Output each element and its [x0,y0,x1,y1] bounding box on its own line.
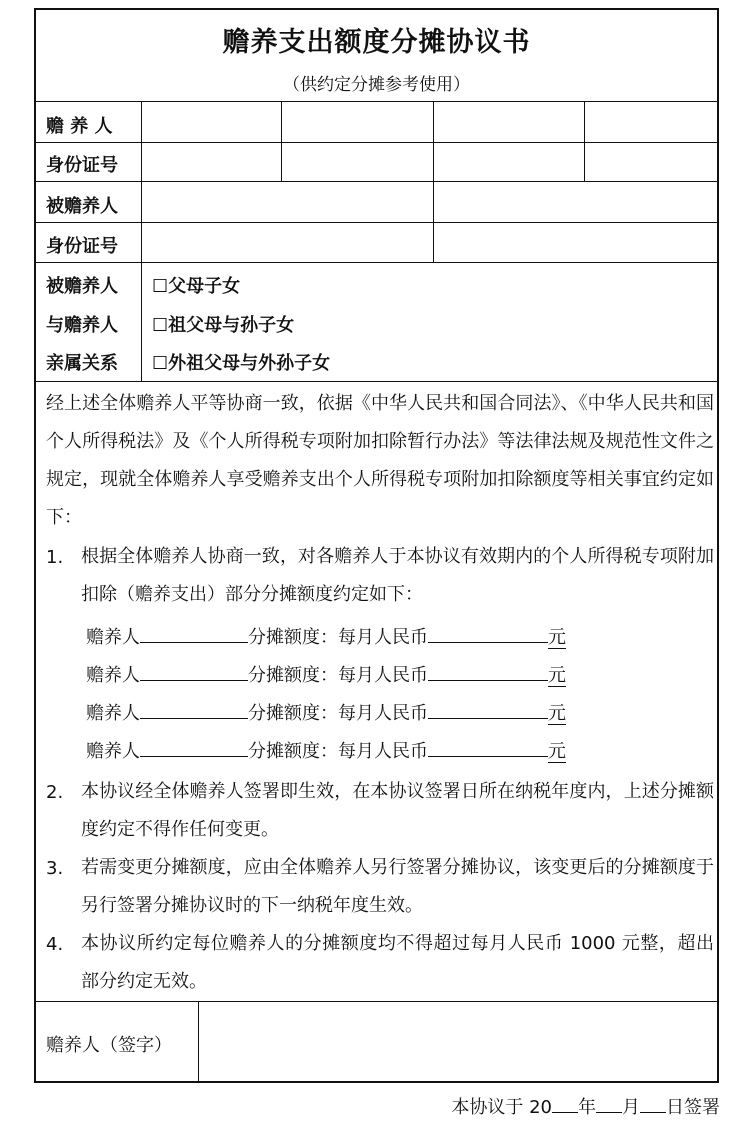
supporter-3-id-field[interactable] [435,144,583,180]
allocation-person-label: 赡养人 [86,741,140,762]
day-label: 日签署 [666,1097,720,1118]
allocation-amount-label: 分摊额度：每月人民币 [248,741,428,762]
allocation-row [86,623,566,649]
supported-label: 被赡养人 [46,196,118,217]
divider [36,222,717,223]
divider [36,101,717,102]
year-blank[interactable] [552,1096,578,1113]
allocation-amount-blank[interactable] [428,662,548,681]
agreement-form [34,8,719,1083]
supporter-2-id-field[interactable] [283,144,432,180]
allocation-amount-blank[interactable] [428,738,548,757]
divider [141,262,142,381]
divider [584,101,585,181]
month-label: 月 [622,1097,640,1118]
supporter-id-label: 身份证号 [46,155,118,176]
allocation-unit: 元 [548,627,566,648]
supporter-1-name-field[interactable] [143,103,280,141]
divider [141,101,142,181]
clause-4-text: 本协议所约定每位赡养人的分摊额度均不得超过每月人民币 1000 元整，超出部分约定无效。 [81,933,714,992]
supporter-3-name-field[interactable] [435,103,583,141]
allocation-amount-label: 分摊额度：每月人民币 [248,665,428,686]
clause-3-text: 若需变更分摊额度，应由全体赡养人另行签署分摊协议，该变更后的分摊额度于另行签署分摊协议时的下一纳税年度生效。 [81,857,714,916]
allocation-name-blank[interactable] [140,700,248,719]
allocation-amount-blank[interactable] [428,624,548,643]
form-subtitle: （供约定分摊参考使用） [283,75,470,95]
divider [36,381,717,382]
divider [36,142,717,143]
supported-2-id-field[interactable] [435,224,716,261]
allocation-row [86,661,566,687]
supported-1-name-field[interactable] [143,183,432,221]
date-prefix: 本协议于 20 [451,1097,552,1118]
divider [36,1001,717,1002]
divider [36,262,717,263]
supported-id-label: 身份证号 [46,236,118,257]
allocation-unit: 元 [548,665,566,686]
clause-1-number: 1. [46,547,64,568]
divider [433,181,434,262]
supporter-1-id-field[interactable] [143,144,280,180]
allocation-name-blank[interactable] [140,738,248,757]
day-blank[interactable] [640,1096,666,1113]
clause-2-number: 2. [46,782,64,803]
clause-2-text: 本协议经全体赡养人签署即生效，在本协议签署日所在纳税年度内，上述分摊额度约定不得作任何变更。 [81,781,714,840]
relation-label-line-1: 被赡养人 [46,276,118,297]
month-blank[interactable] [596,1096,622,1113]
supporter-2-name-field[interactable] [283,103,432,141]
year-label: 年 [578,1097,596,1118]
relation-label-line-3: 亲属关系 [46,353,118,374]
signature-label: 赡养人（签字） [46,1035,172,1056]
allocation-amount-label: 分摊额度：每月人民币 [248,627,428,648]
supported-1-id-field[interactable] [143,224,432,261]
supporter-4-id-field[interactable] [586,144,716,180]
allocation-amount-blank[interactable] [428,700,548,719]
allocation-name-blank[interactable] [140,662,248,681]
supporter-4-name-field[interactable] [586,103,716,141]
allocation-name-blank[interactable] [140,624,248,643]
signing-date [451,1093,720,1119]
allocation-person-label: 赡养人 [86,627,140,648]
divider [433,101,434,181]
relation-label-line-2: 与赡养人 [46,315,118,336]
clause-4-number: 4. [46,934,64,955]
supported-2-name-field[interactable] [435,183,716,221]
allocation-unit: 元 [548,703,566,724]
allocation-amount-label: 分摊额度：每月人民币 [248,703,428,724]
relation-option-grandparents[interactable]: ☐祖父母与孙子女 [152,315,295,336]
supporter-label: 赡 养 人 [46,116,113,137]
allocation-person-label: 赡养人 [86,665,140,686]
divider [198,1001,199,1083]
clause-1-text: 根据全体赡养人协商一致，对各赡养人于本协议有效期内的个人所得税专项附加扣除（赡养支出）部分分摊额度约定如下： [81,546,714,605]
allocation-unit: 元 [548,741,566,762]
allocation-person-label: 赡养人 [86,703,140,724]
allocation-row [86,699,566,725]
allocation-row [86,737,566,763]
form-title: 赡养支出额度分摊协议书 [222,27,531,58]
divider [141,181,142,262]
divider [36,181,717,182]
relation-option-parents-children[interactable]: ☐父母子女 [152,276,241,297]
divider [281,101,282,181]
signature-field[interactable] [200,1003,717,1081]
clause-3-number: 3. [46,858,64,879]
relation-option-maternal-grandparents[interactable]: ☐外祖父母与外孙子女 [152,353,331,374]
intro-paragraph: 经上述全体赡养人平等协商一致，依据《中华人民共和国合同法》、《中华人民共和国个人所得税法》及《个人所得税专项附加扣除暂行办法》等法律法规及规范性文件之规定，现就全体赡养人享受赡养支出个人所得税专项附加扣除额度等相关事宜约定如下： [46,393,714,528]
